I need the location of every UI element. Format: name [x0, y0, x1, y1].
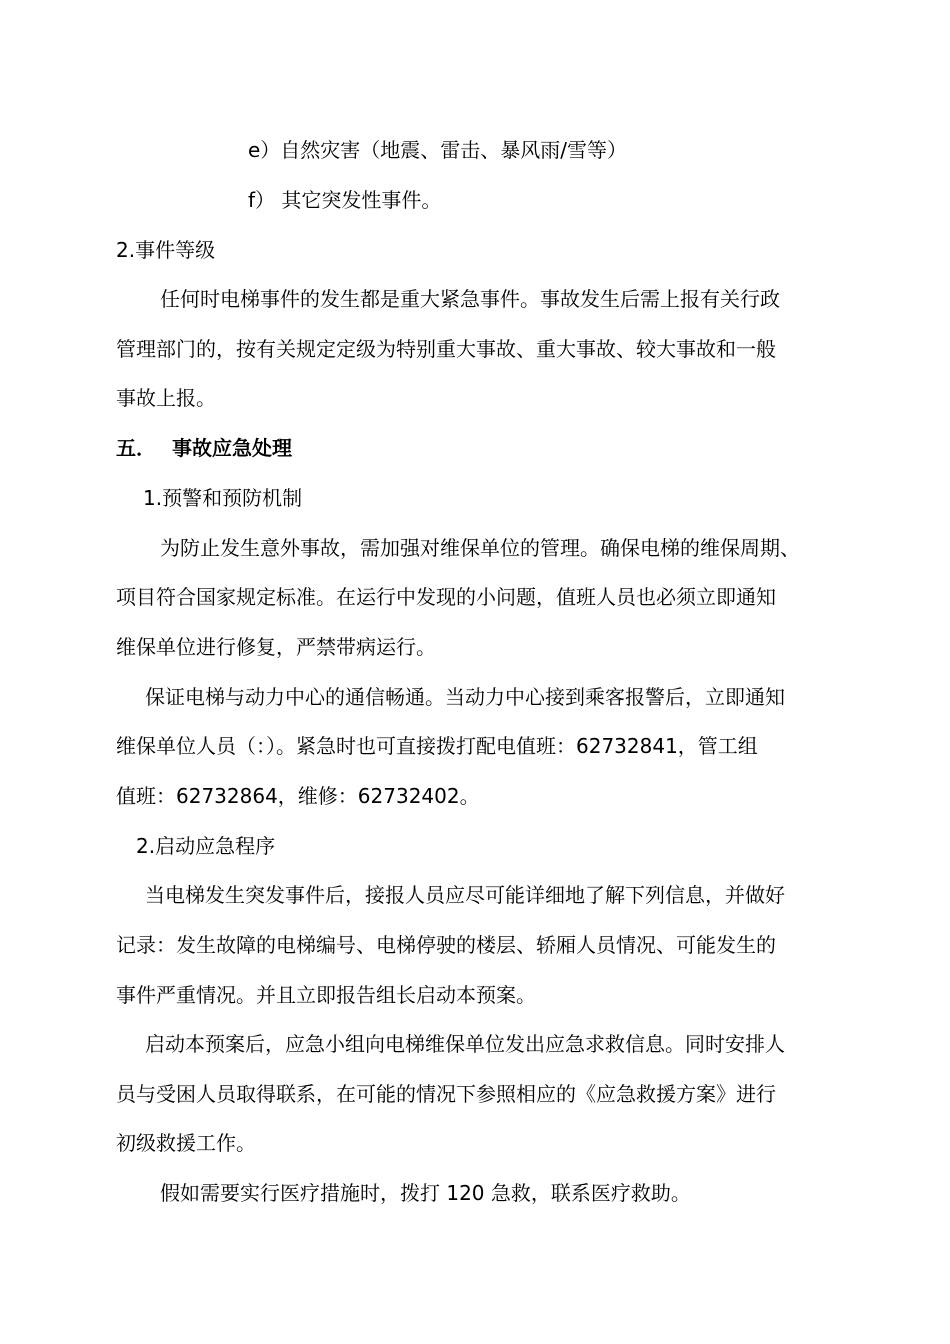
- paragraph-line: 任何时电梯事件的发生都是重大紧急事件。事故发生后需上报有关行政: [160, 287, 780, 311]
- section-title: 事故应急处理: [172, 436, 292, 460]
- paragraph-line: 事故上报。: [116, 386, 216, 410]
- paragraph-line: 记录：发生故障的电梯编号、电梯停驶的楼层、轿厢人员情况、可能发生的: [116, 933, 776, 957]
- list-item-natural-disaster: e）自然灾害（地震、雷击、暴风雨/雪等）: [248, 138, 628, 162]
- paragraph-line: 事件严重情况。并且立即报告组长启动本预案。: [116, 983, 536, 1007]
- paragraph-line: 值班：62732864，维修：62732402。: [116, 784, 480, 808]
- heading-start-procedure: 2.启动应急程序: [136, 834, 276, 858]
- paragraph-line: 保证电梯与动力中心的通信畅通。当动力中心接到乘客报警后，立即通知: [145, 685, 785, 709]
- paragraph-line: 为防止发生意外事故，需加强对维保单位的管理。确保电梯的维保周期、: [160, 536, 800, 560]
- heading-event-level: 2.事件等级: [116, 238, 216, 262]
- section-number: 五．: [116, 436, 156, 460]
- paragraph-line: 初级救援工作。: [116, 1131, 256, 1155]
- paragraph-line: 员与受困人员取得联系，在可能的情况下参照相应的《应急救援方案》进行: [116, 1082, 776, 1106]
- list-item-other-events: f） 其它突发性事件。: [248, 188, 442, 212]
- heading-warning-prevention: 1.预警和预防机制: [143, 486, 303, 510]
- paragraph-line: 当电梯发生突发事件后，接报人员应尽可能详细地了解下列信息，并做好: [145, 883, 785, 907]
- paragraph-line: 管理部门的，按有关规定定级为特别重大事故、重大事故、较大事故和一般: [116, 337, 776, 361]
- paragraph-line: 维保单位进行修复，严禁带病运行。: [116, 635, 436, 659]
- section-heading-emergency: [116, 424, 292, 474]
- paragraph-line: 维保单位人员（：）。紧急时也可直接拨打配电值班：62732841，管工组: [116, 734, 758, 758]
- paragraph-line: 启动本预案后，应急小组向电梯维保单位发出应急求救信息。同时安排人: [145, 1032, 785, 1056]
- paragraph-line: 项目符合国家规定标准。在运行中发现的小问题，值班人员也必须立即通知: [116, 585, 776, 609]
- paragraph-line: 假如需要实行医疗措施时，拨打 120 急救，联系医疗救助。: [160, 1181, 691, 1205]
